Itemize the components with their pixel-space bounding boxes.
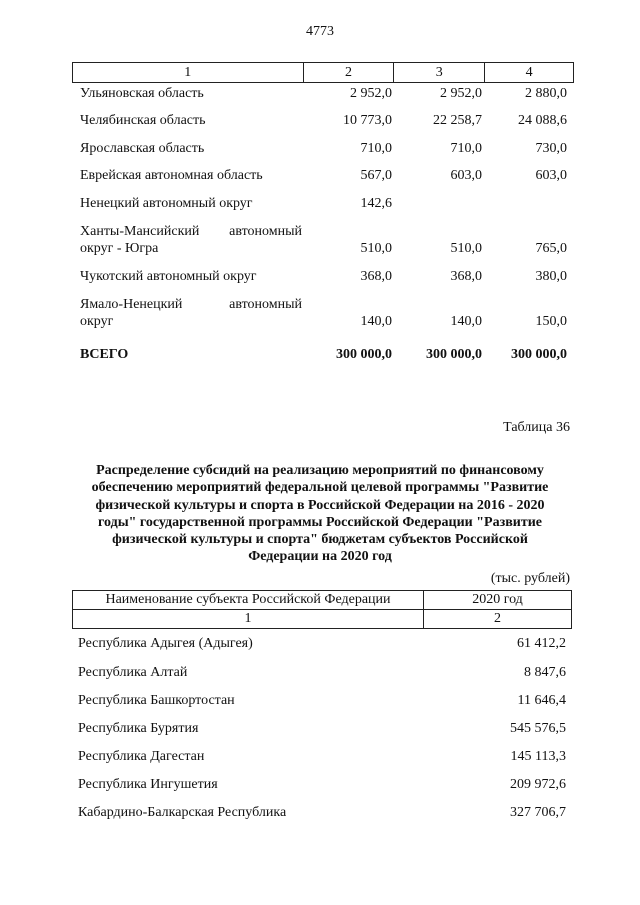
value-col2: 567,0 (360, 168, 392, 183)
total-col2: 300 000,0 (336, 347, 392, 362)
subject-value: 545 576,5 (510, 721, 566, 736)
value-col2: 510,0 (360, 241, 392, 256)
value-col4: 765,0 (535, 241, 567, 256)
table1-col-2: 2 (303, 63, 394, 82)
value-col4: 24 088,6 (518, 113, 567, 128)
value-col3: 2 952,0 (440, 86, 482, 101)
col-number-1: 1 (73, 610, 424, 628)
table1-header (72, 62, 574, 83)
value-col4: 730,0 (535, 141, 567, 156)
value-col2: 710,0 (360, 141, 392, 156)
title-line: физической культуры и спорта в Российской Федерации на 2016 - 2020 (95, 497, 545, 513)
value-col3: 603,0 (450, 168, 482, 183)
subject-name: Республика Ингушетия (78, 777, 218, 792)
region-name-line2: округ - Югра (80, 241, 159, 256)
subject-name: Республика Дагестан (78, 749, 205, 764)
value-col2: 2 952,0 (350, 86, 392, 101)
value-col2: 368,0 (360, 269, 392, 284)
subject-value: 209 972,6 (510, 777, 566, 792)
region-name: Челябинская область (80, 113, 206, 128)
table2-header (72, 590, 572, 629)
value-col3: 140,0 (450, 314, 482, 329)
col-number-2: 2 (494, 611, 501, 626)
page-number: 4773 (306, 24, 334, 39)
region-name: Ненецкий автономный округ (80, 196, 253, 211)
region-name: Ульяновская область (80, 86, 204, 101)
table1-col-3: 3 (393, 63, 484, 82)
header-year: 2020 год (472, 592, 523, 607)
subject-value: 8 847,6 (524, 665, 566, 680)
units-label: (тыс. рублей) (490, 571, 570, 586)
value-col2: 10 773,0 (343, 113, 392, 128)
value-col4: 2 880,0 (525, 86, 567, 101)
region-name-part: Ханты-Мансийский (80, 224, 200, 239)
table1-col-1: 1 (184, 65, 192, 80)
total-label: ВСЕГО (80, 347, 129, 362)
subject-name: Кабардино-Балкарская Республика (78, 805, 287, 820)
total-col3: 300 000,0 (426, 347, 482, 362)
total-col4: 300 000,0 (511, 347, 567, 362)
value-col4: 603,0 (535, 168, 567, 183)
region-name-part: Ямало-Ненецкий (80, 297, 183, 312)
value-col2: 142,6 (360, 196, 392, 211)
value-col4: 380,0 (535, 269, 567, 284)
value-col2: 140,0 (360, 314, 392, 329)
title-line: обеспечению мероприятий федеральной целевой программы "Развитие (91, 480, 549, 496)
region-name-line2: округ (80, 314, 114, 329)
region-name: Еврейская автономная область (80, 168, 263, 183)
table1-col-4: 4 (484, 63, 573, 82)
table2-header-row (73, 591, 571, 609)
value-col3: 22 258,7 (433, 113, 482, 128)
region-name-line1 (80, 224, 302, 240)
region-name-line1 (80, 297, 302, 313)
subject-value: 327 706,7 (510, 805, 566, 820)
region-name-part: автономный (229, 297, 302, 312)
subject-name: Республика Адыгея (Адыгея) (78, 636, 253, 651)
subject-value: 145 113,3 (510, 749, 566, 764)
title-line: Федерации на 2020 год (248, 549, 392, 565)
subject-name: Республика Бурятия (78, 721, 199, 736)
title-line: годы" государственной программы Российской Федерации "Развитие (98, 514, 542, 530)
header-subject: Наименование субъекта Российской Федерации (73, 591, 424, 609)
subject-value: 61 412,2 (517, 636, 566, 651)
value-col3: 510,0 (450, 241, 482, 256)
value-col4: 150,0 (535, 314, 567, 329)
subject-name: Республика Алтай (78, 665, 188, 680)
title-line: Распределение субсидий на реализацию мероприятий по финансовому (96, 463, 544, 478)
region-name: Ярославская область (80, 141, 205, 156)
subject-name: Республика Башкортостан (78, 693, 235, 708)
table2-number-row (73, 609, 571, 628)
region-name: Чукотский автономный округ (80, 269, 257, 284)
subject-value: 11 646,4 (517, 693, 566, 708)
region-name-part: автономный (229, 224, 302, 239)
table-caption: Таблица 36 (503, 420, 570, 435)
table-title (70, 462, 570, 566)
title-line: физической культуры и спорта" бюджетам субъектов Российской (112, 532, 528, 548)
value-col3: 710,0 (450, 141, 482, 156)
value-col3: 368,0 (450, 269, 482, 284)
